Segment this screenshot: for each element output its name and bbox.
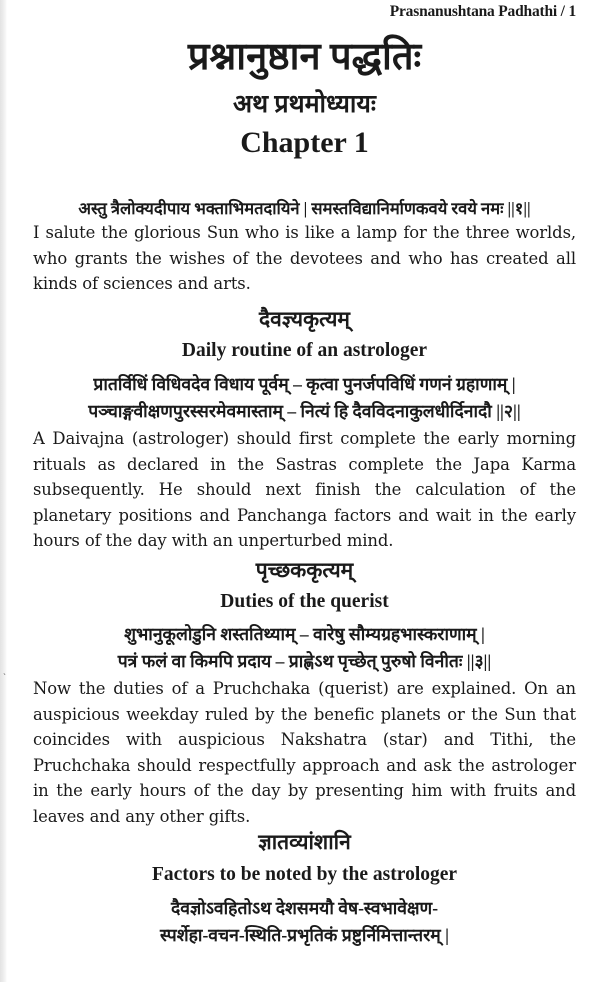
section-2-verse-line-2: पत्रं फलं वा किमपि प्रदाय – प्राह्णेऽथ पृच्छेत् पुरुषो विनीतः ||३|| (117, 651, 492, 671)
section-1-verse-line-2: पञ्चाङ्गवीक्षणपुरस्सरमेवमास्ताम् – नित्यं हि दैवविदनाकुलधीर्दिनादौ ||२|| (88, 401, 521, 421)
margin-mark: ` (3, 672, 6, 682)
section-1-heading-english: Daily routine of an astrologer (181, 340, 428, 361)
subtitle-sanskrit: अथ प्रथमोध्यायः (233, 91, 376, 118)
section-2-verse-line-1: शुभानुकूलोडुनि शस्ततिथ्याम् – वारेषु सौम्यग्रहभास्कराणाम् | (124, 624, 485, 644)
title-sanskrit: प्रश्नानुष्ठान पद्धतिः (187, 36, 422, 78)
page-gutter-shadow (0, 0, 7, 982)
section-3-verse-line-1: दैवज्ञोऽवहितोऽथ देशसमयौ वेष-स्वभावेक्षण- (170, 898, 439, 918)
chapter-heading: Chapter 1 (240, 126, 369, 159)
section-1-verse-line-1: प्रातर्विधिं विधिवदेव विधाय पूर्वम् – कृत्वा पुनर्जपविधिं गणनं ग्रहाणाम् | (93, 374, 516, 394)
invocation-verse: अस्तु त्रैलोक्यदीपाय भक्ताभिमतदायिने | समस्तविद्यानिर्माणकवये रवये नमः ||१|| (78, 199, 531, 218)
section-2-heading-english: Duties of the querist (220, 591, 389, 612)
section-3-heading-sanskrit: ज्ञातव्यांशानि (258, 830, 351, 854)
running-head: Prasnanushtana Padhathi / 1 (389, 3, 576, 20)
section-2-heading-sanskrit: पृच्छककृत्यम् (255, 558, 354, 582)
section-1-translation: A Daivajna (astrologer) should first complete the early morning rituals as declared in the Sastras complete the Japa Karma subsequently. He should next finish the calculation of the planetary positions and Panchanga factors and wait in the early hours of the day with an unperturbed mind. (33, 429, 576, 550)
section-2-translation: Now the duties of a Pruchchaka (querist) are explained. On an auspicious weekday ruled by the benefic planets or the Sun that coincides with auspicious Nakshatra (star) and Tithi, the Pruchchaka should respectfully approach and ask the astrologer in the early hours of the day by presenting him with fruits and leaves and any other gifts. (33, 679, 576, 826)
section-3-verse-line-2: स्पर्शेहा-वचन-स्थिति-प्रभृतिकं प्रष्टुर्निमित्तान्तरम् | (159, 925, 450, 945)
section-1-heading-sanskrit: दैवज्ञ्यकृत्यम् (259, 307, 350, 331)
invocation-translation: I salute the glorious Sun who is like a lamp for the three worlds, who grants the wishes of the devotees and who has created all kinds of sciences and arts. (33, 223, 576, 293)
section-3-heading-english: Factors to be noted by the astrologer (151, 864, 458, 885)
